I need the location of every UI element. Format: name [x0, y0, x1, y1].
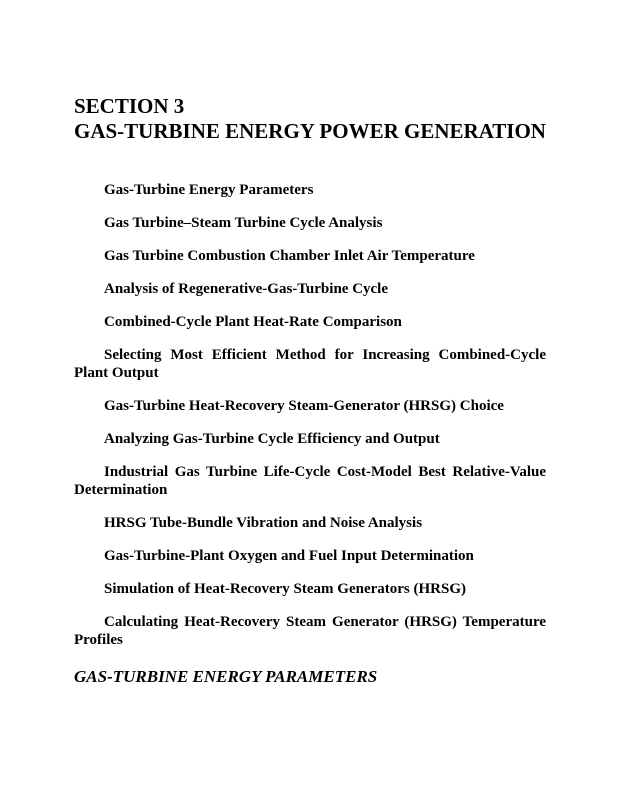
- contents-item: Gas Turbine Combustion Chamber Inlet Air Temperature: [104, 248, 475, 264]
- contents-item: Selecting Most Efficient Method for Increasing Combined-Cycle Plant Output: [74, 347, 546, 381]
- subsection-heading: GAS-TURBINE ENERGY PARAMETERS: [74, 667, 378, 686]
- contents-item: Calculating Heat-Recovery Steam Generator (HRSG) Temperature Profiles: [74, 614, 546, 648]
- contents-item: Simulation of Heat-Recovery Steam Generators (HRSG): [104, 581, 467, 597]
- contents-item: Industrial Gas Turbine Life-Cycle Cost-Model Best Relative-Value Determination: [74, 464, 546, 498]
- document-page: [74, 94, 546, 687]
- contents-item: Analyzing Gas-Turbine Cycle Efficiency and Output: [104, 431, 440, 447]
- contents-item: Combined-Cycle Plant Heat-Rate Comparison: [104, 314, 402, 330]
- contents-item: Gas Turbine–Steam Turbine Cycle Analysis: [104, 215, 383, 231]
- contents-item: Analysis of Regenerative-Gas-Turbine Cycle: [104, 281, 389, 297]
- contents-item: Gas-Turbine Heat-Recovery Steam-Generator (HRSG) Choice: [104, 398, 504, 414]
- section-contents-list: [74, 181, 546, 649]
- section-number: SECTION 3: [74, 94, 185, 118]
- contents-item: Gas-Turbine Energy Parameters: [104, 182, 314, 198]
- contents-item: HRSG Tube-Bundle Vibration and Noise Analysis: [104, 515, 423, 531]
- section-title: GAS-TURBINE ENERGY POWER GENERATION: [74, 119, 546, 143]
- section-heading: [74, 94, 546, 144]
- contents-item: Gas-Turbine-Plant Oxygen and Fuel Input Determination: [104, 548, 474, 564]
